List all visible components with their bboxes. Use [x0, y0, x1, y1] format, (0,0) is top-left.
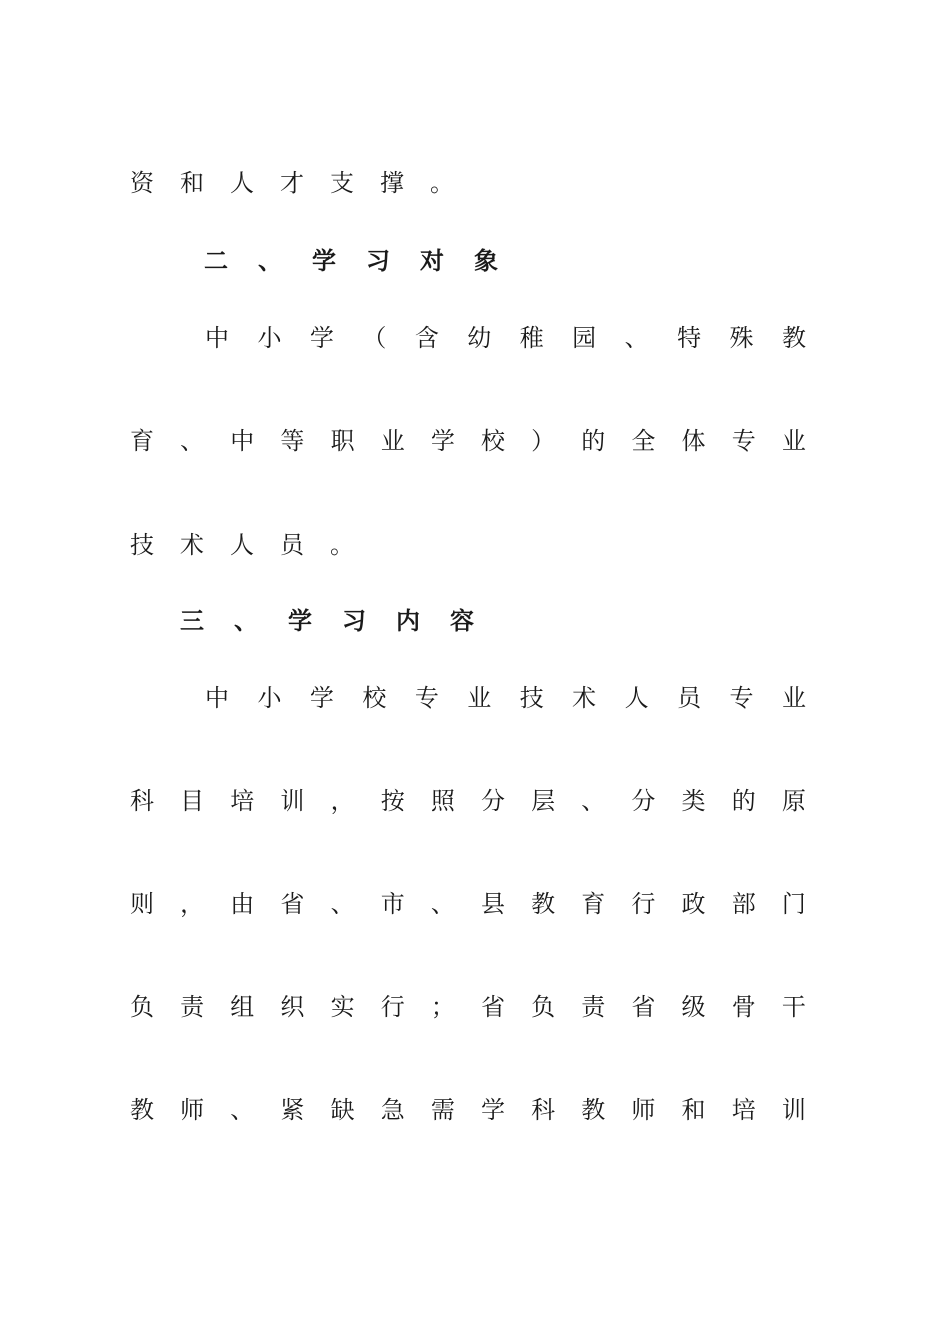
text-glyph: 中 — [205, 684, 229, 712]
text-glyph: 门 — [781, 890, 806, 918]
text-glyph: 、 — [230, 1096, 255, 1124]
text-glyph: 中 — [230, 427, 255, 455]
text-glyph: 稚 — [519, 324, 544, 352]
text-glyph: 行 — [380, 993, 405, 1021]
text-glyph: 特 — [677, 324, 702, 352]
text-glyph: 则 — [130, 890, 154, 918]
text-glyph: 业 — [781, 684, 806, 712]
text-glyph: 业 — [380, 427, 405, 455]
text-glyph: ； — [430, 993, 455, 1021]
text-glyph: 、 — [430, 890, 455, 918]
text-glyph: 员 — [677, 684, 702, 712]
text-glyph: 骨 — [731, 993, 756, 1021]
text-glyph: 全 — [631, 427, 656, 455]
text-glyph: 校 — [362, 684, 387, 712]
text-glyph: 业 — [467, 684, 492, 712]
text-glyph: 学 — [309, 684, 334, 712]
text-glyph: 园 — [572, 324, 597, 352]
text-glyph: 业 — [781, 427, 806, 455]
text-glyph: 县 — [480, 890, 505, 918]
section-heading-study-target: 二、学习对象 — [204, 247, 528, 275]
text-glyph: 类 — [681, 787, 706, 815]
paragraph-line — [130, 889, 806, 919]
section-heading-study-content: 三、学习内容 — [180, 607, 504, 635]
text-glyph: 和 — [681, 1096, 706, 1124]
text-glyph: 、 — [330, 890, 355, 918]
paragraph-line — [130, 786, 806, 816]
text-glyph: 责 — [180, 993, 205, 1021]
text-glyph: 专 — [729, 684, 754, 712]
paragraph-line — [130, 1095, 806, 1125]
text-glyph: 师 — [180, 1096, 205, 1124]
text-glyph: 学 — [430, 427, 455, 455]
paragraph-line — [205, 683, 806, 713]
paragraph-line: 技术人员。 — [130, 531, 380, 559]
text-glyph: 需 — [430, 1096, 455, 1124]
text-glyph: 训 — [781, 1096, 806, 1124]
text-glyph: 教 — [130, 1096, 154, 1124]
text-glyph: 职 — [330, 427, 355, 455]
text-glyph: 学 — [309, 324, 334, 352]
text-glyph: 的 — [731, 787, 756, 815]
text-glyph: 政 — [681, 890, 706, 918]
text-glyph: 教 — [581, 1096, 606, 1124]
text-glyph: 中 — [205, 324, 229, 352]
text-glyph: 照 — [430, 787, 455, 815]
text-glyph: 体 — [681, 427, 706, 455]
text-glyph: 组 — [230, 993, 255, 1021]
text-glyph: 目 — [180, 787, 205, 815]
text-glyph: 急 — [380, 1096, 405, 1124]
paragraph-line — [130, 426, 806, 456]
paragraph-line — [205, 323, 806, 353]
text-glyph: 实 — [330, 993, 355, 1021]
text-glyph: 负 — [531, 993, 556, 1021]
text-glyph: 小 — [257, 684, 282, 712]
text-glyph: 教 — [531, 890, 556, 918]
text-glyph: 技 — [519, 684, 544, 712]
text-glyph: 小 — [257, 324, 282, 352]
text-glyph: 分 — [631, 787, 656, 815]
text-glyph: 、 — [624, 324, 649, 352]
text-glyph: 层 — [531, 787, 556, 815]
text-glyph: 人 — [624, 684, 649, 712]
text-glyph: 科 — [531, 1096, 556, 1124]
text-glyph: ， — [180, 890, 205, 918]
text-glyph: 、 — [581, 787, 606, 815]
text-glyph: 学 — [480, 1096, 505, 1124]
text-glyph: 级 — [681, 993, 706, 1021]
paragraph-line-continued: 资和人才支撑。 — [130, 169, 480, 197]
text-glyph: 训 — [280, 787, 305, 815]
text-glyph: 部 — [731, 890, 756, 918]
text-glyph: 责 — [581, 993, 606, 1021]
text-glyph: 干 — [781, 993, 806, 1021]
text-glyph: 培 — [731, 1096, 756, 1124]
text-glyph: 育 — [581, 890, 606, 918]
text-glyph: 殊 — [729, 324, 754, 352]
text-glyph: 术 — [572, 684, 597, 712]
text-glyph: 的 — [581, 427, 606, 455]
text-glyph: 织 — [280, 993, 305, 1021]
text-glyph: 行 — [631, 890, 656, 918]
text-glyph: 缺 — [330, 1096, 355, 1124]
text-glyph: 科 — [130, 787, 154, 815]
text-glyph: 含 — [414, 324, 439, 352]
text-glyph: 按 — [380, 787, 405, 815]
text-glyph: ， — [330, 787, 355, 815]
text-glyph: 培 — [230, 787, 255, 815]
text-glyph: 原 — [781, 787, 806, 815]
text-glyph: 省 — [280, 890, 305, 918]
text-glyph: 负 — [130, 993, 154, 1021]
text-glyph: 紧 — [280, 1096, 305, 1124]
text-glyph: 幼 — [467, 324, 492, 352]
text-glyph: 校 — [480, 427, 505, 455]
text-glyph: 等 — [280, 427, 305, 455]
text-glyph: （ — [362, 324, 387, 352]
paragraph-line — [130, 992, 806, 1022]
text-glyph: 育 — [130, 427, 154, 455]
text-glyph: 省 — [480, 993, 505, 1021]
text-glyph: 专 — [414, 684, 439, 712]
text-glyph: 市 — [380, 890, 405, 918]
text-glyph: 教 — [781, 324, 806, 352]
text-glyph: 专 — [731, 427, 756, 455]
text-glyph: 分 — [480, 787, 505, 815]
text-glyph: 、 — [180, 427, 205, 455]
text-glyph: 师 — [631, 1096, 656, 1124]
text-glyph: ） — [531, 427, 556, 455]
text-glyph: 由 — [230, 890, 255, 918]
text-glyph: 省 — [631, 993, 656, 1021]
